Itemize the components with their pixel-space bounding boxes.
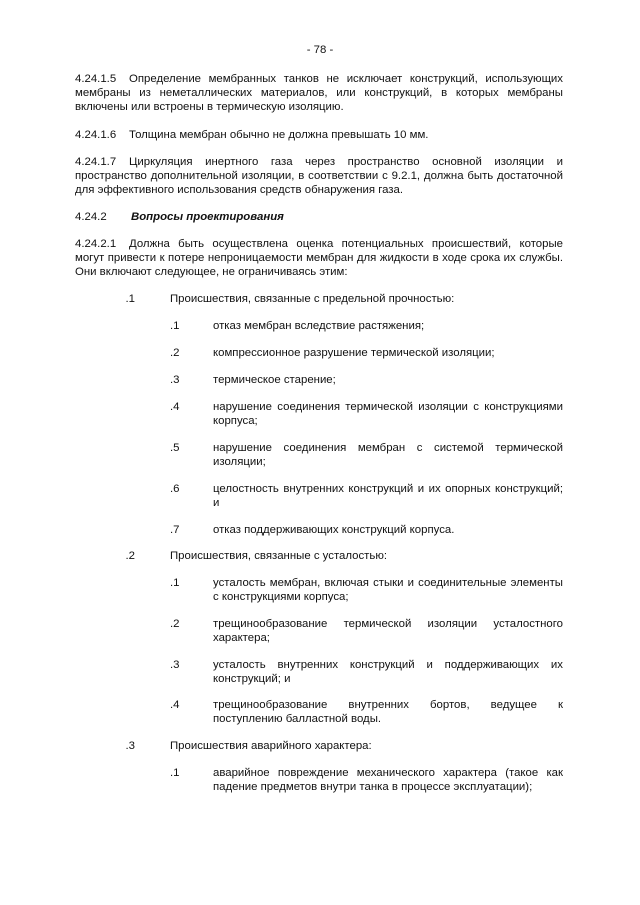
paragraph-4-24-1-5 [75,72,563,114]
list-item-text: термическое старение; [213,374,336,386]
paragraph-text: Должна быть осуществлена оценка потенциальных происшествий, которые могут привести к потере непроницаемости мембран для жидкости в ходе срока их службы. Они включают следующее, не ограничиваясь этим: [75,238,563,278]
list-marker: .1 [125,293,135,305]
list-marker: .1 [170,577,180,589]
paragraph-text: Циркуляция инертного газа через пространство основной изоляции и пространство дополнительной изоляции, в соответствии с 9.2.1, должна быть достаточной для эффективного использования средств обнаружения газа. [75,156,563,196]
list-group-text: Происшествия аварийного характера: [170,740,372,752]
list-item-text: трещинообразование термической изоляции усталостного характера; [213,618,563,644]
paragraph-4-24-1-6 [75,128,563,142]
paragraph-number: 4.24.2.1 [75,238,117,250]
list-item-text: компрессионное разрушение термической изоляции; [213,347,495,359]
list-marker: .3 [170,659,180,671]
paragraph-text: Толщина мембран обычно не должна превышать 10 мм. [129,129,429,141]
page-number: - 78 - [306,44,334,56]
list-marker: .1 [170,320,180,332]
list-marker: .4 [170,699,180,711]
list-item-text: нарушение соединения мембран с системой термической изоляции; [213,442,563,468]
list-marker: .1 [170,767,180,779]
list-marker: .6 [170,483,180,495]
list-marker: .3 [125,740,135,752]
list-group-text: Происшествия, связанные с усталостью: [170,550,388,562]
section-heading [75,210,563,224]
list-item-text: усталость мембран, включая стыки и соединительные элементы с конструкциями корпуса; [213,577,563,603]
paragraph-4-24-2-1 [75,237,563,279]
list-item-text: отказ мембран вследствие растяжения; [213,320,425,332]
paragraph-number: 4.24.1.7 [75,156,117,168]
list-marker: .2 [170,347,180,359]
paragraph-number: 4.24.1.5 [75,73,117,85]
list-item-text: усталость внутренних конструкций и поддерживающих их конструкций; и [213,659,563,685]
list-item-text: отказ поддерживающих конструкций корпуса. [213,524,455,536]
paragraph-4-24-1-7 [75,155,563,197]
list-group-text: Происшествия, связанные с предельной прочностью: [170,293,455,305]
paragraph-number: 4.24.1.6 [75,129,117,141]
list-marker: .3 [170,374,180,386]
list-item-text: аварийное повреждение механического характера (такое как падение предметов внутри танка в процессе эксплуатации); [213,767,563,793]
paragraph-text: Определение мембранных танков не исключает конструкций, использующих мембраны из неметаллических материалов, или конструкций, в которых мембраны включены или встроены в термическую изоляцию. [75,73,563,113]
list-marker: .2 [125,550,135,562]
list-marker: .4 [170,401,180,413]
list-marker: .2 [170,618,180,630]
list-item-text: трещинообразование внутренних бортов, ведущее к поступлению балластной воды. [213,699,563,725]
list-item-text: целостность внутренних конструкций и их опорных конструкций; и [213,483,563,509]
list-item-text: нарушение соединения термической изоляции с конструкциями корпуса; [213,401,563,427]
section-number: 4.24.2 [75,211,107,223]
list-marker: .7 [170,524,180,536]
section-title: Вопросы проектирования [131,211,284,223]
list-marker: .5 [170,442,180,454]
